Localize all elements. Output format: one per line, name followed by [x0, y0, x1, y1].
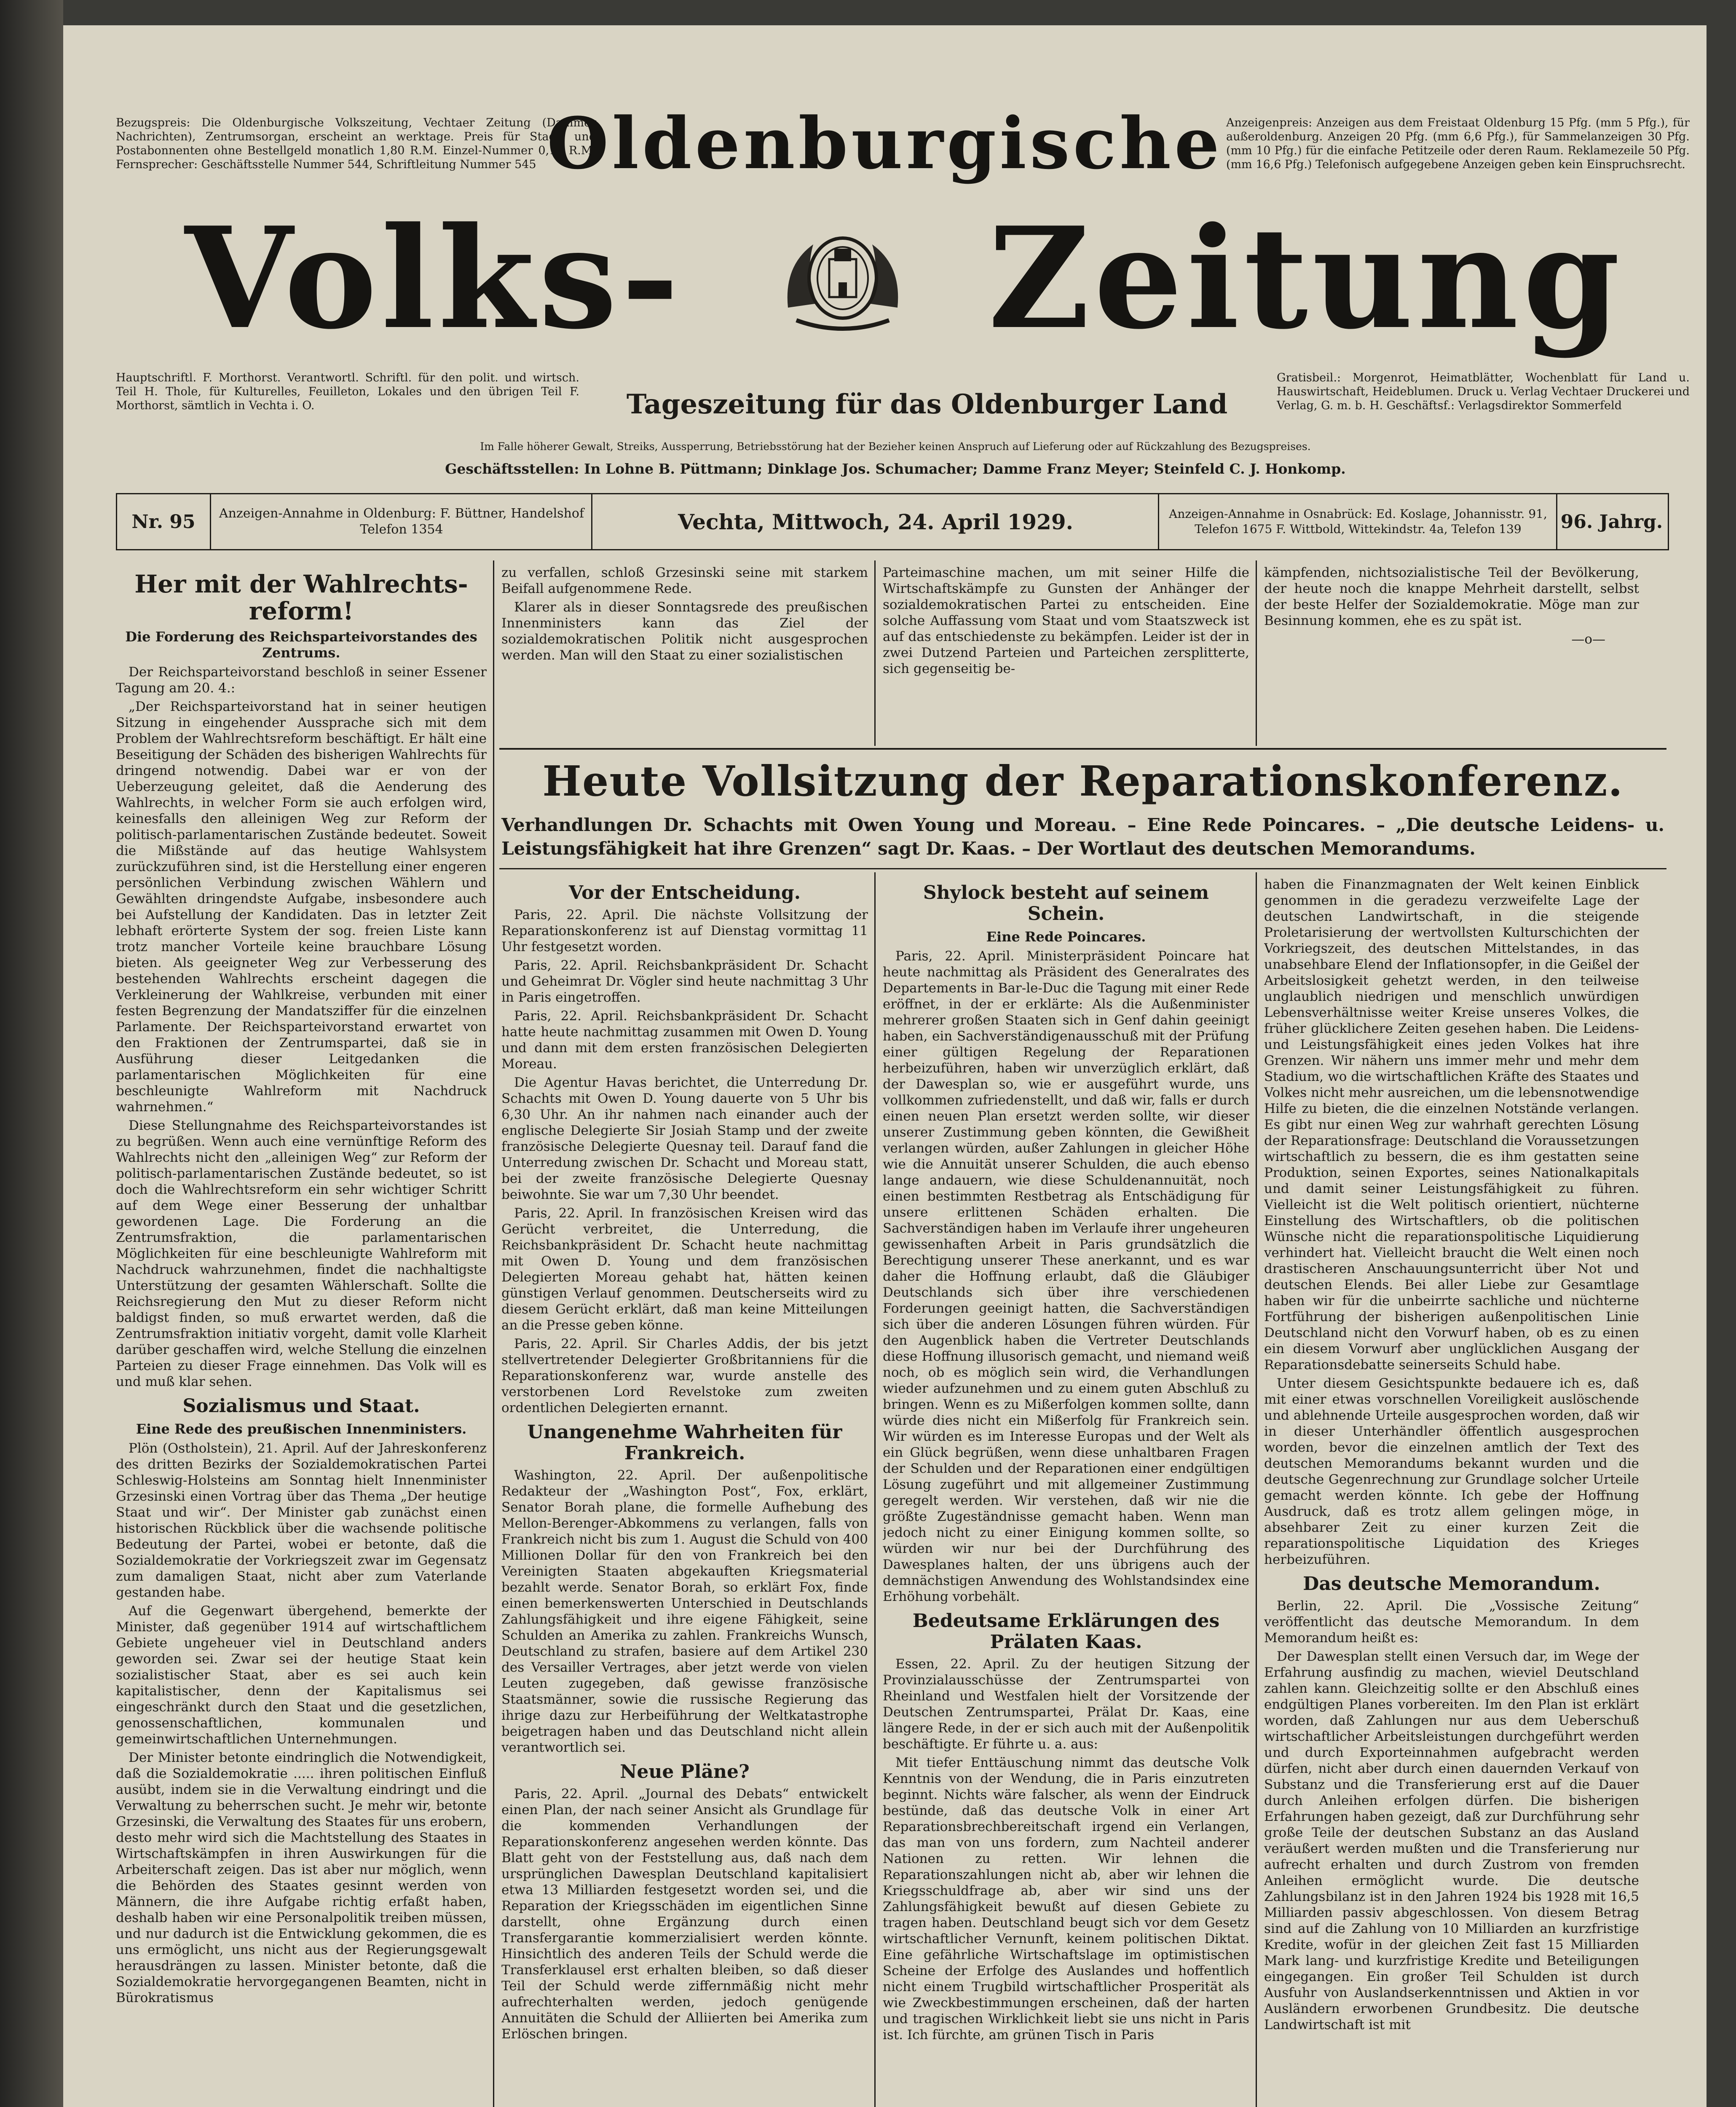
- shylock-headline: Shylock besteht auf seinem Schein.: [923, 882, 1209, 925]
- column-divider: [1256, 560, 1257, 746]
- news-paragraph: Paris, 22. April. „Journal des Debats“ entwickelt einen Plan, der nach seiner Ansicht als Grundlage für die kommenden Verhandlungen der Reparationskonferenz angesehen werden könnte. Das Blatt geht von der Feststellung aus, daß nach dem ursprünglichen Dawesplan Deutschland kapitalisiert etwa 13 Milliarden festgesetzt worden sei, und die Reparation der Kriegsschäden im eigentlichen Sinne darstellt, ohne Ergänzung durch einen Transfergarantie kommerzialisiert werden könnte. Hinsichtlich des anderen Teils der Schuld werde die Transferklausel erst erhalten bleiben, so daß dieser Teil der Schuld werde ziffernmäßig nicht mehr aufrechterhalten werden, jedoch genügende Annuitäten die Schuld der Alliierten bei Amerika zum Erlöschen bringen.: [501, 1786, 868, 2042]
- neue-plaene-headline: Neue Pläne?: [620, 1761, 750, 1783]
- volume-year: 96. Jahrg.: [1560, 511, 1663, 533]
- news-paragraph: Washington, 22. April. Der außenpolitische Redakteur der „Washington Post“, Fox, erklärt, Senator Borah plane, die formelle Aufhebung des Mellon-Berenger-Abkommens zu verlangen, falls von Frankreich nicht bis zum 1. August die Schuld von 400 Millionen Dollar für den von Frankreich bei den Vereinigten Staaten abgekauften Kriegsmaterial bezahlt werde. Senator Borah, so erklärt Fox, finde einen bemerkenswerten Unterschied in Deutschlands Zahlungsfähigkeit und ihre eigene Fähigkeit, seine Schulden an Amerika zu zahlen. Frankreichs Wunsch, Deutschland zu strafen, basiere auf dem Artikel 230 des Versailler Vertrages, aber jetzt werde von vielen Leuten zugegeben, daß gewisse französische Staatsmänner, sowie die russische Regierung das ihrige dazu zur Herbeiführung der Weltkatastrophe beigetragen haben und das Deutschland nicht allein verantwortlich sei.: [501, 1468, 868, 1755]
- masthead-title-left: Volks-: [185, 196, 683, 360]
- branch-offices: Geschäftsstellen: In Lohne B. Püttmann; Dinklage Jos. Schumacher; Damme Franz Meyer; Steinfeld C. J. Honkomp.: [445, 461, 1346, 477]
- editor-info: Hauptschriftl. F. Morthorst. Verantwortl. Schriftl. für den polit. und wirtsch. Teil H. Thole, für Kulturelles, Feuilleton, Lokales und den übrigen Teil F. Morthorst, sämtlich in Vechta i. O.: [116, 371, 579, 412]
- column-divider: [493, 560, 494, 2107]
- gratisbeil-info: Gratisbeil.: Morgenrot, Heimatblätter, Wochenblatt für Land u. Hauswirtschaft, Heideblumen. Druck u. Verlag Vechtaer Druckerei und Verlag, G. m. b. H. Geschäftsf.: Verlagsdirektor Sommerfeld: [1277, 371, 1690, 412]
- continuation-paragraph: zu verfallen, schloß Grzesinski seine mit starkem Beifall aufgenommene Rede.: [501, 565, 868, 596]
- entscheidung-headline: Vor der Entscheidung.: [568, 882, 801, 903]
- main-deck: Verhandlungen Dr. Schachts mit Owen Young und Moreau. – Eine Rede Poincares. – „Die deutsche Leidens- u. Leistungsfähigkeit hat ihre Grenzen“ sagt Dr. Kaas. – Der Wortlaut des deutschen Memorandums.: [501, 815, 1664, 859]
- oldenburg-coat-of-arms-icon: [780, 223, 906, 333]
- sozialismus-headline: Sozialismus und Staat.: [182, 1395, 420, 1417]
- sozialismus-paragraph: Der Minister betonte eindringlich die Notwendigkeit, daß die Sozialdemokratie ..... ihren politischen Einfluß ausübt, indem sie in die Verwaltung eindringt und die Verwaltung zu beherrschen sucht. Je mehr wir, betonte Grzesinski, die Verwaltung des Staates für uns erobern, desto mehr wird sich die Machtstellung des Staates in Wirtschaftskämpfen in ihren Auswirkungen für die Arbeiterschaft zeigen. Das ist aber nur möglich, wenn die Behörden des Staates gesinnt werden von Männern, die ihre Aufgabe richtig erfaßt haben, deshalb haben wir eine Personalpolitik treiben müssen, und nur dadurch ist die Entwicklung gekommen, die es uns ermöglicht, uns nicht aus der Regierungsgewalt herausdrängen zu lassen. Minister betonte, daß die Sozialdemokratie hervorgegangenen Beamten, nicht in Bürokratismus: [116, 1750, 487, 2005]
- issue-number: Nr. 95: [117, 494, 211, 549]
- news-paragraph: Paris, 22. April. Reichsbankpräsident Dr. Schacht hatte heute nachmittag zusammen mit Owen D. Young und dann mit dem ersten französischen Delegierten Moreau.: [501, 1008, 868, 1072]
- masthead-title-right: Zeitung: [988, 196, 1624, 360]
- column-divider: [874, 560, 876, 746]
- column-divider: [1256, 872, 1257, 2107]
- main-headline: Heute Vollsitzung der Reparationskonferenz.: [542, 757, 1623, 806]
- wahlrecht-paragraph: Der Reichsparteivorstand beschloß in seiner Essener Tagung am 20. 4.:: [116, 665, 487, 696]
- horizontal-rule: [499, 868, 1666, 869]
- column-4-top: [1264, 565, 1639, 742]
- news-paragraph: haben die Finanzmagnaten der Welt keinen Einblick genommen in die geradezu verzweifelte Lage der deutschen Landwirtschaft, in die steigende Proletarisierung der wertvollsten Kulturschichten der Vorkriegszeit, des deutschen Mittelstandes, in das unabsehbare Elend der Inflationsopfer, in die Geißel der Arbeitslosigkeit gehetzt werden, in den teilweise unglaublich niedrigen und menschlich unwürdigen Lebensverhältnisse weiter Kreise unseres Volkes, die früher glücklichere Zeiten gesehen haben. Die Leidens- und Leistungsfähigkeit eines jeden Volkes hat ihre Grenzen. Wir nähern uns immer mehr und mehr dem Stadium, wo die wirtschaftlichen Kräfte des Staates und Volkes nicht mehr ausreichen, um die lebensnotwendige Hilfe zu bieten, die die einzelnen Notstände verlangen. Es gibt nur einen Weg zur wahrhaft gerechten Lösung der Reparationsfrage: Deutschland die Voraussetzungen wirtschaftlich zu bessern, die es ihm gestatten seine Produktion, seinen Exportes, seines Nationalkapitals und damit seiner Leistungsfähigkeit zu führen. Vielleicht ist die Welt politisch orientiert, nüchterne Einstellung des Wirtschaftlers, ob die politischen Wünsche nicht die reparationspolitische Liquidierung verhindert hat. Vielleicht braucht die Welt einen noch drastischeren Anschauungsunterricht über Not und deutschen Elends. Bei aller Liebe zur Gesamtlage haben wir für die unbeirrte sachliche und nüchterne Fortführung der bisherigen außenpolitischen Linie Deutschland nicht den Vorwurf haben, ob es zu einen ein diesem Vorwurf aber unglücklichen Ausgang der Reparationsdebatte seinerseits Schuld habe.: [1264, 877, 1639, 1372]
- masthead-title-line1: Oldenburgische: [547, 102, 1223, 185]
- column-1: [116, 565, 487, 2107]
- news-paragraph: Paris, 22. April. In französischen Kreisen wird das Gerücht verbreitet, die Unterredung, die Reichsbankpräsident Dr. Schacht heute nachmittag mit Owen D. Young und dem französischen Delegierten Moreau gehabt hat, hätten keinen günstigen Verlauf genommen. Deutscherseits wird zu diesem Gerücht erklärt, daß man keine Mitteilungen an die Presse geben könne.: [501, 1206, 868, 1333]
- column-3-top: [883, 565, 1249, 742]
- kaas-headline: Bedeutsame Erklärungen des Prälaten Kaas.: [912, 1610, 1220, 1653]
- news-paragraph: Essen, 22. April. Zu der heutigen Sitzung der Provinzialausschüsse der Zentrumspartei von Rheinland und Westfalen hielt der Vorsitzende der Deutschen Zentrumspartei, Prälat Dr. Kaas, eine längere Rede, in der er sich auch mit der Außenpolitik beschäftigte. Er führte u. a. aus:: [883, 1657, 1249, 1752]
- news-paragraph: Unter diesem Gesichtspunkte bedauere ich es, daß mit einer etwas vorschnellen Voreiligkeit auslöschende und ablehnende Urteile ausgesprochen worden, daß wir in dieser Unterhändler öffentlich ausgesprochen worden, bevor die einzelnen amtlich der Text des deutschen Memorandums bekannt wurden und die deutsche Gegenrechnung zur Grundlage solcher Urteile gemacht werden könnte. Ich gebe der Hoffnung Ausdruck, daß es trotz allem gelingen möge, in absehbarer Zeit zu einer kurzen Zeit die reparationspolitische Liquidation des Krieges herbeizuführen.: [1264, 1376, 1639, 1567]
- news-paragraph: Paris, 22. April. Reichsbankpräsident Dr. Schacht und Geheimrat Dr. Vögler sind heute nachmittag 3 Uhr in Paris eingetroffen.: [501, 958, 868, 1005]
- bezugspreis-box: Bezugspreis: Die Oldenburgische Volkszeitung, Vechtaer Zeitung (Dammer Nachrichten), Zentrumsorgan, erscheint an werktage. Preis für Stadt- und Postabonnenten ohne Bestellgeld monatlich 1,80 R.M. Einzel-Nummer 0,10 R.M. Fernsprecher: Geschäftsstelle Nummer 544, Schriftleitung Nummer 545: [116, 116, 596, 171]
- continuation-paragraph: Klarer als in dieser Sonntagsrede des preußischen Innenministers kann das Ziel der sozialdemokratischen Politik nicht ausgesprochen werden. Man will den Staat zu einer sozialistischen: [501, 600, 868, 663]
- continuation-paragraph: Parteimaschine machen, um mit seiner Hilfe die Wirtschaftskämpfe zu Gunsten der Anhänger der sozialdemokratischen Partei zu entscheiden. Eine solche Auffassung vom Staat und vom Staatszweck ist auf das entschiedenste zu bekämpfen. Leider ist der in zwei Dutzend Parteien und Parteichen zersplitterte, sich gegenseitig be-: [883, 565, 1249, 676]
- shylock-subheadline: Eine Rede Poincares.: [986, 929, 1146, 945]
- horizontal-rule: [499, 748, 1666, 750]
- book-gutter: [0, 0, 63, 2107]
- news-paragraph: Paris, 22. April. Sir Charles Addis, der bis jetzt stellvertretender Delegierter Großbritanniens für die Reparationskonferenz war, wurde anstelle des verstorbenen Lord Revelstoke zum zweiten ordentlichen Delegierten ernannt.: [501, 1336, 868, 1415]
- masthead-subtitle: Tageszeitung für das Oldenburger Land: [626, 389, 1228, 420]
- issue-date: Vechta, Mittwoch, 24. April 1929.: [593, 494, 1159, 549]
- column-divider: [874, 872, 876, 2107]
- column-2-main: [501, 877, 868, 2107]
- column-4-main: [1264, 877, 1639, 2107]
- wahlrecht-headline: Her mit der Wahlrechts-reform!: [134, 570, 468, 625]
- memorandum-headline: Das deutsche Memorandum.: [1303, 1573, 1600, 1595]
- anzeigenpreis-box: Anzeigenpreis: Anzeigen aus dem Freistaat Oldenburg 15 Pfg. (mm 5 Pfg.), für außeroldenburg. Anzeigen 20 Pfg. (mm 6,6 Pfg.), für Sammelanzeigen 30 Pfg. (mm 10 Pfg.) für die einfache Petitzeile oder deren Raum. Reklamezeile 50 Pfg. (mm 16,6 Pfg.) Telefonisch aufgegebene Anzeigen geben kein Einspruchsrecht.: [1226, 116, 1690, 171]
- news-paragraph: Mit tiefer Enttäuschung nimmt das deutsche Volk Kenntnis von der Wendung, die in Paris einzutreten beginnt. Nichts wäre falscher, als wenn der Eindruck bestünde, daß das deutsche Volk in einer Art Reparationsbrechbereitschaft irgend ein Verlangen, das man von uns fordern, zum Nachteil anderer Nationen zu retten. Wir lehnen die Reparationszahlungen nicht ab, aber wir lehnen die Kriegsschuldfrage ab, aber wir sind uns der Zahlungsfähigkeit bewußt auf diesen Gebiete zu tragen haben. Deutschland beugt sich vor dem Gesetz wirtschaftlicher Vernunft, keinem politischen Diktat. Eine gefährliche Wirtschaftslage im optimistischen Scheine der Erfolge des Auslandes und hoffentlich nicht einem Trugbild wirtschaftlicher Prosperität als wie Zweckbestimmungen erscheinen, daß der harten und tragischen Wirklichkeit liebt sie uns nicht in Paris ist. Ich fürchte, am grünen Tisch in Paris: [883, 1755, 1249, 2043]
- wahrheiten-headline: Unangenehme Wahrheiten für Frankreich.: [527, 1421, 842, 1464]
- sozialismus-subheadline: Eine Rede des preußischen Innenministers.: [136, 1421, 467, 1437]
- issue-info-bar: [116, 493, 1669, 550]
- force-majeure-notice: Im Falle höherer Gewalt, Streiks, Aussperrung, Betriebsstörung hat der Bezieher keinen Anspruch auf Lieferung oder auf Rückzahlung des Bezugspreises.: [480, 440, 1311, 453]
- sozialismus-paragraph: Auf die Gegenwart übergehend, bemerkte der Minister, daß gegenüber 1914 auf wirtschaftlichem Gebiete ungeheuer viel in Deutschland anders geworden sei. Zwar sei der heutige Staat kein sozialistischer Staat, aber es sei auch kein kapitalistischer, denn der Kapitalismus sei eingeschränkt durch den Staat und die gesetzlichen, genossenschaftlichen, kommunalen und gemeinwirtschaftlichen Unternehmungen.: [116, 1603, 487, 1747]
- column-3-main: [883, 877, 1249, 2107]
- wahlrecht-paragraph: Diese Stellungnahme des Reichsparteivorstandes ist zu begrüßen. Wenn auch eine vernünftige Reform des Wahlrechts nicht den „alleinigen Weg“ zur Reform der politisch-parlamentarischen Zustände bedeutet, so ist doch die Wahlrechtsreform ein sehr wichtiger Schritt auf dem Wege einer Besserung der unhaltbar gewordenen Lage. Die Forderung an die Zentrumsfraktion, die parlamentarischen Möglichkeiten für eine beschleunigte Wahlreform mit Nachdruck wahrzunehmen, findet die nachhaltigste Unterstützung der gesamten Wählerschaft. Sollte die Reichsregierung den Mut zu dieser Reform nicht baldigst finden, so muß erwartet werden, daß die Zentrumsfraktion initiativ vorgeht, damit volle Klarheit darüber geschaffen wird, welche Stellung die einzelnen Parteien zu dieser Frage einnehmen. Das Volk will es und muß klar sehen.: [116, 1118, 487, 1389]
- continuation-paragraph: kämpfenden, nichtsozialistische Teil der Bevölkerung, der heute noch die knappe Mehrheit darstellt, selbst der beste Helfer der Sozialdemokratie. Möge man zur Besinnung kommen, ehe es zu spät ist.: [1264, 565, 1639, 628]
- news-paragraph: Die Agentur Havas berichtet, die Unterredung Dr. Schachts mit Owen D. Young dauerte von 5 Uhr bis 6,30 Uhr. An ihr nahmen nach einander auch der englische Delegierte Sir Josiah Stamp und der zweite französische Delegierte Quesnay teil. Darauf fand die Unterredung zwischen Dr. Schacht und Moreau statt, bei der zweite französische Delegierte Quesnay beiwohnte. Sie war um 7,30 Uhr beendet.: [501, 1075, 868, 1202]
- news-paragraph: Paris, 22. April. Ministerpräsident Poincare hat heute nachmittag als Präsident des Generalrates des Departements in Bar-le-Duc die Tagung mit einer Rede eröffnet, in der er erklärte: Als die Außenminister mehrerer großen Staaten sich in Genf dahin geeinigt haben, ein Sachverständigenausschuß mit der Prüfung einer gültigen Regelung der Reparationen herbeizuführen, haben wir unverzüglich erklärt, daß der Dawesplan so, wie er ausgeführt wurde, uns vollkommen zufriedenstellt, und daß wir, falls er durch einen neuen Plan ersetzt werden sollte, wir dieser unserer Zustimmung geben könnten, die Gewißheit verlangen würden, außer Zahlungen in gleicher Höhe wie die Annuität unserer Schulden, die auch ebenso lange andauern, wie diese Schuldenannuität, noch einen bestimmten Restbetrag als Entschädigung für unsere erlittenen Schäden erhalten. Die Sachverständigen haben im Verlaufe ihrer ungeheuren gewissenhaften Arbeit in Paris grundsätzlich die Berechtigung unserer These anerkannt, und es war daher die Hoffnung erlaubt, daß die Gläubiger Deutschlands sich über ihre verschiedenen Forderungen geeinigt hatten, die Sachverständigen sich über die anderen Lösungen führen würden. Für den Augenblick haben die Vertreter Deutschlands diese Hoffnung illusorisch gemacht, und niemand weiß noch, ob es möglich sein wird, die Verhandlungen wieder aufzunehmen und zu einem guten Abschluß zu bringen. Wenn es zu Mißerfolgen kommen sollte, dann würde dies nicht ein Mißerfolg für Frankreich sein. Wir würden es im Interesse Europas und der Welt als ein Glück begrüßen, wenn diese unhaltbaren Fragen der Schulden und der Reparationen einer endgültigen Lösung zugeführt und mit allgemeiner Zustimmung geregelt werden. Wir verstehen, daß wir nie die größte Zugeständnisse gemacht haben. Wenn man jedoch nicht zu einer Einigung kommen sollte, so würden wir nur bei der Durchführung des Dawesplanes halten, der uns übrigens auch der demnächstigen Anwendung des Wohlstandsindex eine Erhöhung vorbehält.: [883, 949, 1249, 1604]
- column-2-top: [501, 565, 868, 742]
- wahlrecht-paragraph: „Der Reichsparteivorstand hat in seiner heutigen Sitzung in eingehender Aussprache sich mit dem Problem der Wahlrechtsreform beschäftigt. Er hält eine Beseitigung der Schäden des bisherigen Wahlrechts für dringend notwendig. Dabei war er von der Ueberzeugung geleitet, daß die Aenderung des Wahlrechts, in welcher Form sie auch erfolgen wird, keinesfalls den alleinigen Weg zur Reform der politisch-parlamentarischen Zustände bedeutet. Soweit die Mißstände auf das heutige Wahlsystem zurückzuführen sind, ist die Herstellung einer engeren persönlichen Verbindung zwischen Wählern und Gewählten dringendste Aufgabe, insbesondere auch bei Aufstellung der Kandidaten. Das in letzter Zeit lebhaft erörterte System der sog. freien Liste kann trotz mancher Vorteile keine brauchbare Lösung bieten. Als geeigneter Weg zur Verbesserung des bestehenden Wahlrechts erscheint dagegen die Verkleinerung der Wahlkreise, verbunden mit einer festen Begrenzung der Mandatsziffer für die einzelnen Parlamente. Der Reichsparteivorstand erwartet von den Fraktionen der Zentrumspartei, daß sie in Ausführung dieser Leitgedanken die parlamentarischen Möglichkeiten für eine beschleunigte Wahlreform mit Nachdruck wahrnehmen.“: [116, 699, 487, 1115]
- newspaper-page: [63, 25, 1707, 2107]
- news-paragraph: Der Dawesplan stellt einen Versuch dar, im Wege der Erfahrung ausfindig zu machen, wieviel Deutschland zahlen kann. Gleichzeitig sollte er den Abschluß eines endgültigen Planes vorbereiten. Im den Plan ist erklärt worden, daß Zahlungen nur aus dem Ueberschuß wirtschaftlicher Arbeitsleistungen durchgeführt werden und durch Exporteinnahmen aufgebracht werden dürfen, nicht aber durch einen dauernden Verkauf von Substanz und die Transferierung erst auf die Dauer durch Anleihen erfolgen dürfen. Die bisherigen Erfahrungen haben gezeigt, daß zur Durchführung sehr große Teile der deutschen Substanz an das Ausland veräußert werden mußten und die Transferierung nur aufrecht erhalten und durch Zustrom von fremden Anleihen ermöglicht wurde. Die deutsche Zahlungsbilanz ist in den Jahren 1924 bis 1928 mit 16,5 Milliarden passiv abgeschlossen. Von diesem Betrag sind auf die Zahlung von 10 Milliarden an kurzfristige Kredite, wofür in der gleichen Zeit fast 15 Milliarden Mark lang- und kurzfristige Kredite und Beteiligungen eingegangen. Ein großer Teil Schulden ist durch Ausfuhr von Auslandserkenntnissen und Aktien in vor Ausländern erworbenen Grundbesitz. Die deutsche Landwirtschaft ist mit: [1264, 1649, 1639, 2032]
- news-paragraph: Paris, 22. April. Die nächste Vollsitzung der Reparationskonferenz ist auf Dienstag vormittag 11 Uhr festgesetzt worden.: [501, 907, 868, 954]
- section-separator: —o—: [1571, 632, 1605, 647]
- news-paragraph: Berlin, 22. April. Die „Vossische Zeitung“ veröffentlicht das deutsche Memorandum. In dem Memorandum heißt es:: [1264, 1598, 1639, 1646]
- ad-office-osnabrueck: Anzeigen-Annahme in Osnabrück: Ed. Koslage, Johannisstr. 91, Telefon 1675 F. Wittbold, Wittekindstr. 4a, Telefon 139: [1160, 494, 1557, 549]
- wahlrecht-subheadline: Die Forderung des Reichsparteivorstandes des Zentrums.: [125, 629, 477, 661]
- ad-office-oldenburg: Anzeigen-Annahme in Oldenburg: F. Büttner, Handelshof Telefon 1354: [212, 494, 592, 549]
- sozialismus-paragraph: Plön (Ostholstein), 21. April. Auf der Jahreskonferenz des dritten Bezirks der Sozialdemokratischen Partei Schleswig-Holsteins am Sonntag hielt Innenminister Grzesinski einen Vortrag über das Thema „Der heutige Staat und wir“. Der Minister gab zunächst einen historischen Rückblick über die wachsende politische Bedeutung der Partei, wobei er betonte, daß die Sozialdemokratie der Vorkriegszeit zwar im Gegensatz zum damaligen Staat, nicht aber zum Vaterlande gestanden habe.: [116, 1441, 487, 1600]
